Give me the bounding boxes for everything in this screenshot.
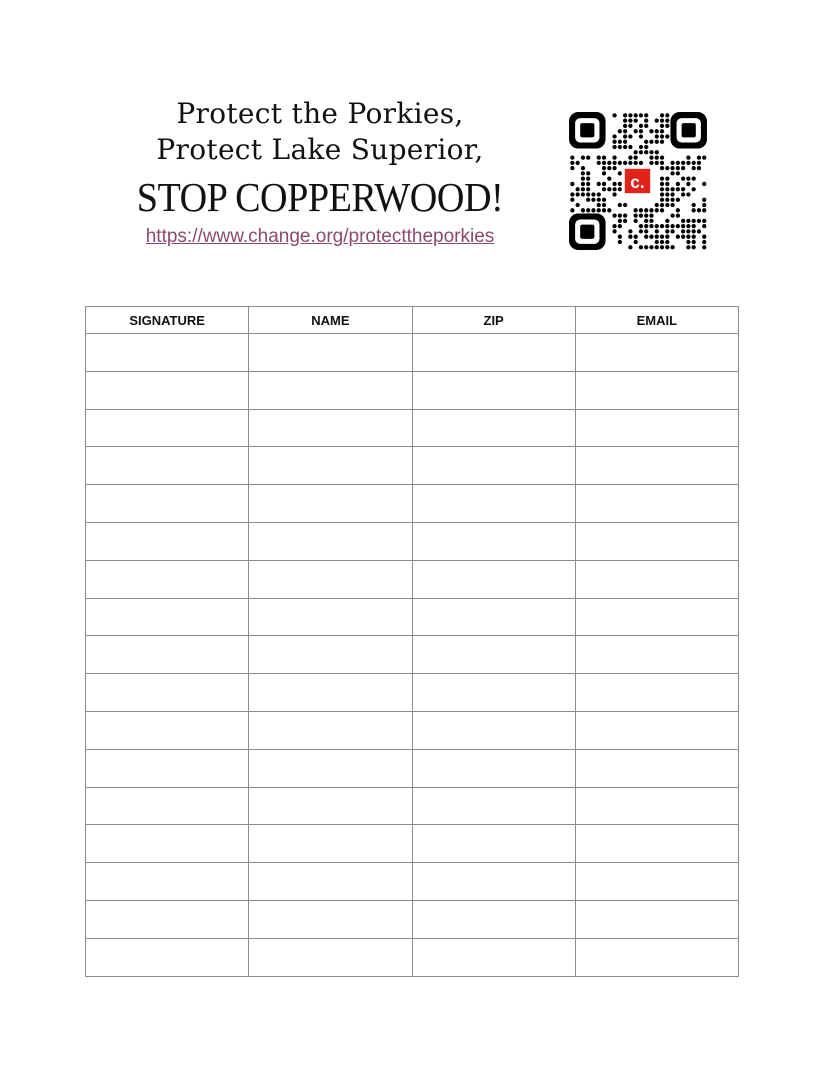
signature-cell[interactable]	[86, 598, 249, 636]
table-row	[86, 409, 739, 447]
petition-header	[85, 96, 555, 248]
email-cell[interactable]	[575, 447, 738, 485]
column-header-email: EMAIL	[575, 307, 738, 334]
qr-finder-top-right	[670, 112, 707, 149]
email-cell[interactable]	[575, 711, 738, 749]
table-row	[86, 334, 739, 372]
qr-finder-top-left	[569, 112, 606, 149]
zip-cell[interactable]	[412, 560, 575, 598]
signature-cell[interactable]	[86, 787, 249, 825]
table-row	[86, 447, 739, 485]
table-header-row	[86, 307, 739, 334]
qr-code-icon[interactable]	[567, 110, 709, 252]
zip-cell[interactable]	[412, 938, 575, 976]
column-header-zip: ZIP	[412, 307, 575, 334]
table-row	[86, 749, 739, 787]
name-cell[interactable]	[249, 334, 412, 372]
signature-cell[interactable]	[86, 560, 249, 598]
name-cell[interactable]	[249, 409, 412, 447]
name-cell[interactable]	[249, 787, 412, 825]
name-cell[interactable]	[249, 674, 412, 712]
signature-table	[85, 306, 739, 977]
name-cell[interactable]	[249, 636, 412, 674]
email-cell[interactable]	[575, 749, 738, 787]
signature-cell[interactable]	[86, 636, 249, 674]
zip-cell[interactable]	[412, 636, 575, 674]
headline-line-1: Protect the Porkies,	[176, 97, 464, 130]
zip-cell[interactable]	[412, 485, 575, 523]
table-row	[86, 711, 739, 749]
email-cell[interactable]	[575, 522, 738, 560]
email-cell[interactable]	[575, 560, 738, 598]
zip-cell[interactable]	[412, 447, 575, 485]
zip-cell[interactable]	[412, 522, 575, 560]
headline-stop-copperwood: STOP COPPERWOOD!	[136, 174, 504, 220]
name-cell[interactable]	[249, 938, 412, 976]
table-row	[86, 863, 739, 901]
headline-line-2: Protect Lake Superior,	[156, 133, 484, 166]
qr-finder-bottom-left	[569, 213, 606, 250]
zip-cell[interactable]	[412, 371, 575, 409]
zip-cell[interactable]	[412, 863, 575, 901]
signature-cell[interactable]	[86, 711, 249, 749]
name-cell[interactable]	[249, 863, 412, 901]
name-cell[interactable]	[249, 371, 412, 409]
zip-cell[interactable]	[412, 409, 575, 447]
svg-text:c.: c.	[630, 172, 645, 193]
column-header-name: NAME	[249, 307, 412, 334]
name-cell[interactable]	[249, 711, 412, 749]
email-cell[interactable]	[575, 900, 738, 938]
name-cell[interactable]	[249, 522, 412, 560]
change-org-logo-icon	[622, 167, 652, 195]
table-row	[86, 560, 739, 598]
email-cell[interactable]	[575, 636, 738, 674]
table-row	[86, 825, 739, 863]
signature-cell[interactable]	[86, 674, 249, 712]
email-cell[interactable]	[575, 825, 738, 863]
signature-cell[interactable]	[86, 334, 249, 372]
zip-cell[interactable]	[412, 598, 575, 636]
email-cell[interactable]	[575, 787, 738, 825]
zip-cell[interactable]	[412, 674, 575, 712]
signature-cell[interactable]	[86, 409, 249, 447]
zip-cell[interactable]	[412, 749, 575, 787]
zip-cell[interactable]	[412, 825, 575, 863]
signature-cell[interactable]	[86, 485, 249, 523]
email-cell[interactable]	[575, 863, 738, 901]
name-cell[interactable]	[249, 560, 412, 598]
email-cell[interactable]	[575, 334, 738, 372]
name-cell[interactable]	[249, 485, 412, 523]
table-row	[86, 371, 739, 409]
email-cell[interactable]	[575, 674, 738, 712]
zip-cell[interactable]	[412, 334, 575, 372]
name-cell[interactable]	[249, 900, 412, 938]
signature-cell[interactable]	[86, 447, 249, 485]
zip-cell[interactable]	[412, 711, 575, 749]
table-row	[86, 787, 739, 825]
signature-cell[interactable]	[86, 749, 249, 787]
name-cell[interactable]	[249, 825, 412, 863]
table-row	[86, 900, 739, 938]
signature-cell[interactable]	[86, 522, 249, 560]
name-cell[interactable]	[249, 749, 412, 787]
signature-cell[interactable]	[86, 938, 249, 976]
signature-cell[interactable]	[86, 825, 249, 863]
email-cell[interactable]	[575, 938, 738, 976]
table-row	[86, 485, 739, 523]
table-row	[86, 938, 739, 976]
email-cell[interactable]	[575, 598, 738, 636]
email-cell[interactable]	[575, 409, 738, 447]
table-row	[86, 598, 739, 636]
signature-cell[interactable]	[86, 371, 249, 409]
table-row	[86, 674, 739, 712]
column-header-signature: SIGNATURE	[86, 307, 249, 334]
zip-cell[interactable]	[412, 787, 575, 825]
table-row	[86, 522, 739, 560]
name-cell[interactable]	[249, 598, 412, 636]
zip-cell[interactable]	[412, 900, 575, 938]
name-cell[interactable]	[249, 447, 412, 485]
table-row	[86, 636, 739, 674]
email-cell[interactable]	[575, 485, 738, 523]
signature-cell[interactable]	[86, 900, 249, 938]
email-cell[interactable]	[575, 371, 738, 409]
signature-cell[interactable]	[86, 863, 249, 901]
petition-link[interactable]: https://www.change.org/protecttheporkies	[145, 226, 495, 247]
